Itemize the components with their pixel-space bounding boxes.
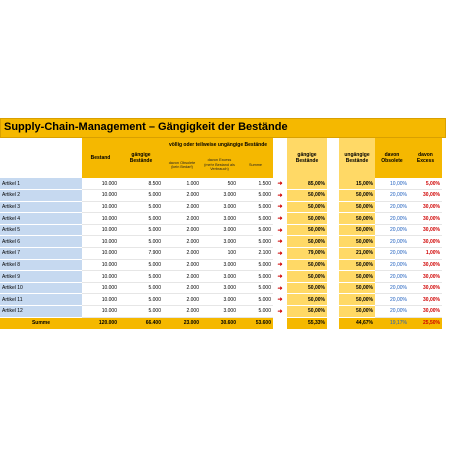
table-row bbox=[0, 213, 442, 225]
cell-bestand: 10.000 bbox=[82, 248, 119, 260]
cell-pct-ungaengig: 50,00% bbox=[339, 259, 375, 271]
cell-gaengig: 5.000 bbox=[119, 201, 163, 213]
row-label: Artikel 5 bbox=[0, 224, 82, 236]
cell-obsolete: 2.000 bbox=[163, 282, 201, 294]
cell-obsolete: 2.000 bbox=[163, 224, 201, 236]
cell-excess: 500 bbox=[201, 178, 238, 190]
row-label: Artikel 2 bbox=[0, 190, 82, 202]
row-label: Artikel 4 bbox=[0, 213, 82, 225]
cell-pct-obsolete: 20,00% bbox=[375, 236, 409, 248]
table-row bbox=[0, 224, 442, 236]
cell-pct-excess: 30,00% bbox=[409, 294, 442, 306]
row-label: Artikel 1 bbox=[0, 178, 82, 190]
spacer bbox=[327, 282, 339, 294]
cell-bestand: 10.000 bbox=[82, 190, 119, 202]
spacer bbox=[327, 201, 339, 213]
cell-gaengig: 5.000 bbox=[119, 271, 163, 283]
spacer bbox=[327, 317, 339, 329]
cell-summe: 5.000 bbox=[238, 271, 273, 283]
table-row bbox=[0, 201, 442, 213]
arrow-icon: ➜ bbox=[277, 216, 283, 223]
cell-excess: 3.000 bbox=[201, 224, 238, 236]
cell-pct-ungaengig: 50,00% bbox=[339, 236, 375, 248]
cell-pct-excess: 30,00% bbox=[409, 213, 442, 225]
cell-excess: 3.000 bbox=[201, 190, 238, 202]
cell-summe: 5.000 bbox=[238, 201, 273, 213]
cell-pct-ungaengig: 50,00% bbox=[339, 282, 375, 294]
row-label: Artikel 9 bbox=[0, 271, 82, 283]
arrow-icon: ➜ bbox=[277, 192, 283, 199]
cell-pct-obsolete: 20,00% bbox=[375, 201, 409, 213]
cell-pct-obsolete: 20,00% bbox=[375, 259, 409, 271]
cell-pct-excess: 25,50% bbox=[409, 317, 442, 329]
cell-obsolete: 2.000 bbox=[163, 190, 201, 202]
header-bestand: Bestand bbox=[82, 138, 119, 178]
cell-pct-excess: 30,00% bbox=[409, 236, 442, 248]
cell-excess: 3.000 bbox=[201, 236, 238, 248]
cell-obsolete: 2.000 bbox=[163, 271, 201, 283]
arrow-icon: ➜ bbox=[277, 204, 283, 211]
cell-gaengig: 5.000 bbox=[119, 259, 163, 271]
cell-bestand: 10.000 bbox=[82, 306, 119, 318]
cell-pct-ungaengig: 44,67% bbox=[339, 317, 375, 329]
cell-excess: 3.000 bbox=[201, 213, 238, 225]
spacer bbox=[327, 259, 339, 271]
cell-obsolete: 2.000 bbox=[163, 213, 201, 225]
cell-summe: 2.100 bbox=[238, 248, 273, 260]
cell-bestand: 120.000 bbox=[82, 317, 119, 329]
cell-pct-ungaengig: 50,00% bbox=[339, 190, 375, 202]
sheet-title: Supply-Chain-Management – Gängigkeit der Bestände bbox=[4, 121, 288, 133]
cell-pct-obsolete: 20,00% bbox=[375, 213, 409, 225]
cell-bestand: 10.000 bbox=[82, 224, 119, 236]
cell-pct-ungaengig: 15,00% bbox=[339, 178, 375, 190]
cell-pct-ungaengig: 21,00% bbox=[339, 248, 375, 260]
cell-pct-obsolete: 20,00% bbox=[375, 224, 409, 236]
header-pct-obsolete: davon Obsolete bbox=[375, 138, 409, 178]
spacer bbox=[327, 236, 339, 248]
cell-obsolete: 2.000 bbox=[163, 236, 201, 248]
cell-obsolete: 23.000 bbox=[163, 317, 201, 329]
table-row bbox=[0, 236, 442, 248]
spacer bbox=[327, 306, 339, 318]
header-gaengige: gängige Bestände bbox=[119, 138, 163, 178]
cell-summe: 5.000 bbox=[238, 224, 273, 236]
table-row bbox=[0, 248, 442, 260]
cell-pct-gaengig: 50,00% bbox=[287, 190, 327, 202]
arrow-icon: ➜ bbox=[277, 274, 283, 281]
sheet-title-bar bbox=[0, 118, 446, 138]
spacer bbox=[327, 178, 339, 190]
arrow-icon: ➜ bbox=[277, 308, 283, 315]
cell-summe: 53.600 bbox=[238, 317, 273, 329]
header-row-1 bbox=[0, 138, 442, 152]
cell-obsolete: 2.000 bbox=[163, 248, 201, 260]
cell-summe: 5.000 bbox=[238, 259, 273, 271]
cell-excess: 3.000 bbox=[201, 259, 238, 271]
cell-pct-obsolete: 20,00% bbox=[375, 271, 409, 283]
table-row bbox=[0, 282, 442, 294]
cell-bestand: 10.000 bbox=[82, 236, 119, 248]
cell-gaengig: 5.000 bbox=[119, 213, 163, 225]
cell-summe: 5.000 bbox=[238, 306, 273, 318]
cell-pct-gaengig: 50,00% bbox=[287, 201, 327, 213]
cell-obsolete: 1.000 bbox=[163, 178, 201, 190]
cell-pct-ungaengig: 50,00% bbox=[339, 213, 375, 225]
cell-gaengig: 5.000 bbox=[119, 190, 163, 202]
cell-pct-gaengig: 79,00% bbox=[287, 248, 327, 260]
header-excess: davon Excess (mehr Bestand als Verbrauch) bbox=[201, 152, 238, 178]
table-row bbox=[0, 178, 442, 190]
cell-obsolete: 2.000 bbox=[163, 294, 201, 306]
cell-obsolete: 2.000 bbox=[163, 306, 201, 318]
cell-pct-excess: 1,00% bbox=[409, 248, 442, 260]
cell-pct-gaengig: 50,00% bbox=[287, 236, 327, 248]
spacer bbox=[327, 294, 339, 306]
cell-bestand: 10.000 bbox=[82, 259, 119, 271]
spacer bbox=[327, 271, 339, 283]
cell-pct-gaengig: 50,00% bbox=[287, 271, 327, 283]
arrow-icon: ➜ bbox=[277, 227, 283, 234]
row-label: Artikel 12 bbox=[0, 306, 82, 318]
cell-bestand: 10.000 bbox=[82, 271, 119, 283]
cell-excess: 3.000 bbox=[201, 271, 238, 283]
cell-pct-obsolete: 19,17% bbox=[375, 317, 409, 329]
cell-gaengig: 7.900 bbox=[119, 248, 163, 260]
cell-pct-gaengig: 55,33% bbox=[287, 317, 327, 329]
cell-pct-gaengig: 85,00% bbox=[287, 178, 327, 190]
row-label: Artikel 10 bbox=[0, 282, 82, 294]
cell-bestand: 10.000 bbox=[82, 294, 119, 306]
cell-excess: 100 bbox=[201, 248, 238, 260]
cell-pct-ungaengig: 50,00% bbox=[339, 271, 375, 283]
cell-bestand: 10.000 bbox=[82, 282, 119, 294]
arrow-icon: ➜ bbox=[277, 285, 283, 292]
header-pct-excess: davon Excess bbox=[409, 138, 442, 178]
row-label: Artikel 3 bbox=[0, 201, 82, 213]
arrow-icon: ➜ bbox=[277, 297, 283, 304]
header-pct-ungaengig: ungängige Bestände bbox=[339, 138, 375, 178]
cell-bestand: 10.000 bbox=[82, 201, 119, 213]
row-label: Artikel 7 bbox=[0, 248, 82, 260]
cell-gaengig: 5.000 bbox=[119, 294, 163, 306]
table-row bbox=[0, 306, 442, 318]
cell-gaengig: 5.000 bbox=[119, 282, 163, 294]
table-row bbox=[0, 259, 442, 271]
cell-pct-obsolete: 20,00% bbox=[375, 306, 409, 318]
spacer bbox=[327, 224, 339, 236]
cell-gaengig: 66.400 bbox=[119, 317, 163, 329]
cell-pct-gaengig: 50,00% bbox=[287, 213, 327, 225]
header-group-ungaengig: völlig oder teilweise ungängige Bestände bbox=[163, 138, 273, 152]
cell-excess: 3.000 bbox=[201, 201, 238, 213]
cell-gaengig: 5.000 bbox=[119, 306, 163, 318]
cell-summe: 5.000 bbox=[238, 236, 273, 248]
cell-gaengig: 8.500 bbox=[119, 178, 163, 190]
cell-summe: 1.500 bbox=[238, 178, 273, 190]
cell-pct-obsolete: 20,00% bbox=[375, 190, 409, 202]
cell-pct-excess: 30,00% bbox=[409, 201, 442, 213]
cell-pct-excess: 30,00% bbox=[409, 306, 442, 318]
arrow-icon: ➜ bbox=[277, 181, 283, 188]
spacer bbox=[327, 190, 339, 202]
cell-pct-obsolete: 20,00% bbox=[375, 294, 409, 306]
cell-gaengig: 5.000 bbox=[119, 236, 163, 248]
cell-excess: 3.000 bbox=[201, 294, 238, 306]
cell-bestand: 10.000 bbox=[82, 178, 119, 190]
arrow-icon: ➜ bbox=[277, 250, 283, 257]
spacer bbox=[327, 213, 339, 225]
table-row bbox=[0, 190, 442, 202]
inventory-table bbox=[0, 138, 442, 329]
cell-pct-gaengig: 50,00% bbox=[287, 282, 327, 294]
row-label: Artikel 6 bbox=[0, 236, 82, 248]
cell-pct-ungaengig: 50,00% bbox=[339, 294, 375, 306]
cell-bestand: 10.000 bbox=[82, 213, 119, 225]
cell-summe: 5.000 bbox=[238, 190, 273, 202]
row-label: Artikel 8 bbox=[0, 259, 82, 271]
cell-summe: 5.000 bbox=[238, 282, 273, 294]
header-pct-gaengig: gängige Bestände bbox=[287, 138, 327, 178]
cell-obsolete: 2.000 bbox=[163, 259, 201, 271]
cell-excess: 3.000 bbox=[201, 282, 238, 294]
cell-pct-obsolete: 20,00% bbox=[375, 248, 409, 260]
arrow-icon: ➜ bbox=[277, 239, 283, 246]
arrow-icon: ➜ bbox=[277, 262, 283, 269]
cell-pct-excess: 30,00% bbox=[409, 224, 442, 236]
table-row bbox=[0, 271, 442, 283]
cell-pct-excess: 30,00% bbox=[409, 190, 442, 202]
header-summe: Summe bbox=[238, 152, 273, 178]
cell-excess: 3.000 bbox=[201, 306, 238, 318]
spacer bbox=[327, 248, 339, 260]
cell-pct-gaengig: 50,00% bbox=[287, 259, 327, 271]
table-row bbox=[0, 294, 442, 306]
cell-pct-excess: 30,00% bbox=[409, 282, 442, 294]
cell-pct-gaengig: 50,00% bbox=[287, 294, 327, 306]
cell-pct-ungaengig: 50,00% bbox=[339, 201, 375, 213]
cell-pct-ungaengig: 50,00% bbox=[339, 306, 375, 318]
cell-pct-excess: 30,00% bbox=[409, 271, 442, 283]
cell-summe: 5.000 bbox=[238, 213, 273, 225]
cell-excess: 30.600 bbox=[201, 317, 238, 329]
cell-gaengig: 5.000 bbox=[119, 224, 163, 236]
sum-row bbox=[0, 317, 442, 329]
cell-pct-excess: 30,00% bbox=[409, 259, 442, 271]
cell-pct-ungaengig: 50,00% bbox=[339, 224, 375, 236]
row-label: Summe bbox=[0, 317, 82, 329]
cell-pct-excess: 5,00% bbox=[409, 178, 442, 190]
arrow-icon bbox=[273, 317, 287, 329]
cell-obsolete: 2.000 bbox=[163, 201, 201, 213]
cell-pct-obsolete: 20,00% bbox=[375, 282, 409, 294]
row-label: Artikel 11 bbox=[0, 294, 82, 306]
cell-pct-obsolete: 10,00% bbox=[375, 178, 409, 190]
cell-pct-gaengig: 50,00% bbox=[287, 224, 327, 236]
cell-pct-gaengig: 50,00% bbox=[287, 306, 327, 318]
cell-summe: 5.000 bbox=[238, 294, 273, 306]
header-obsolete: davon Obsolete (kein Bedarf) bbox=[163, 152, 201, 178]
